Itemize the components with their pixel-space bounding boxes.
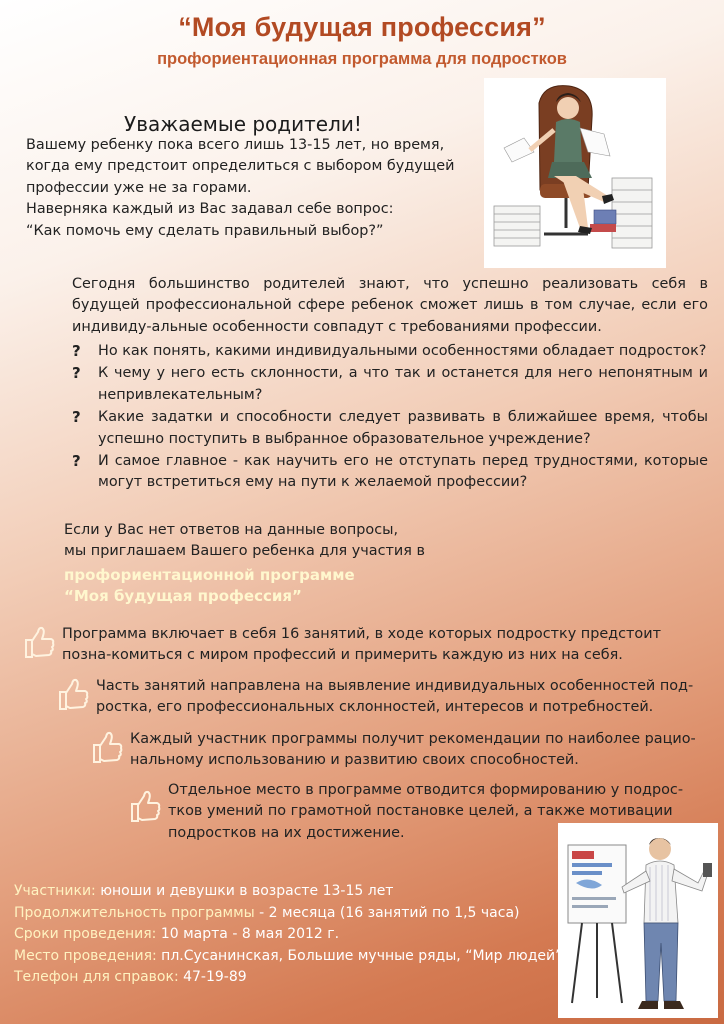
question-mark-icon: ?: [72, 452, 81, 471]
phone-row: [14, 967, 574, 989]
thumbs-up-icon: [56, 676, 90, 712]
question-text: Но как понять, какими индивидуальными особенностями обладает подросток?: [98, 343, 707, 359]
intro-line-1: Вашему ребенку пока всего лишь 13-15 лет, но время, когда ему предстоит определиться с выбором будущей профессии уже не за горами.: [26, 137, 455, 196]
presenter-illustration: [558, 823, 718, 1018]
thumbs-up-icon: [22, 624, 56, 660]
duration-value: - 2 месяца (16 занятий по 1,5 часа): [254, 904, 520, 921]
feature-item: [22, 624, 708, 674]
invitation-line-1: Если у Вас нет ответов на данные вопросы,: [64, 522, 399, 538]
list-item: [72, 407, 708, 450]
page-subtitle: профориентационная программа для подростков: [157, 50, 567, 68]
program-name-line-2: “Моя будущая профессия”: [64, 587, 302, 606]
question-mark-icon: ?: [72, 408, 81, 427]
businesswoman-illustration: [484, 78, 666, 268]
participants-row: [14, 881, 574, 903]
duration-label: Продолжительность программы: [14, 904, 255, 921]
program-details: [14, 881, 574, 989]
place-value: пл.Сусанинская, Большие мучные ряды, “Мир людей”: [156, 947, 563, 964]
participants-value: юноши и девушки в возрасте 13-15 лет: [95, 883, 394, 899]
feature-text: Часть занятий направлена на выявление индивидуальных особенностей под-ростка, его профессиональных склонностей, интересов и потребностей.: [96, 678, 694, 716]
list-item: [72, 363, 708, 406]
page-title: “Моя будущая профессия”: [178, 12, 546, 42]
questions-list: [72, 341, 708, 495]
feature-text: Отдельное место в программе отводится формированию у подрос-тков умений по грамотной постановке целей, а также мотивации подростков на их достижение.: [168, 782, 684, 841]
phone-value: 47-19-89: [178, 969, 247, 985]
duration-row: [14, 903, 574, 925]
feature-text: Каждый участник программы получит рекомендации по наиболее рацио-нальному использованию и развитию своих способностей.: [130, 731, 696, 769]
feature-item: [90, 729, 708, 779]
dates-value: 10 марта - 8 мая 2012 г.: [156, 926, 340, 942]
question-text: Какие задатки и способности следует развивать в ближайшее время, чтобы успешно поступить в выбранное образовательное учреждение?: [98, 409, 708, 447]
invitation-block: [64, 520, 484, 608]
question-mark-icon: ?: [72, 364, 81, 383]
list-item: [72, 451, 708, 494]
phone-label: Телефон для справок:: [14, 969, 179, 985]
question-text: И самое главное - как научить его не отступать перед трудностями, которые могут встретиться ему на пути к желаемой профессии?: [98, 453, 708, 491]
thumbs-up-icon: [90, 729, 124, 765]
invitation-line-2: мы приглашаем Вашего ребенка для участия в: [64, 543, 425, 560]
list-item: [72, 341, 708, 362]
greeting-heading: Уважаемые родители!: [124, 112, 362, 136]
intro-line-3: “Как помочь ему сделать правильный выбор?”: [26, 222, 384, 239]
intro-line-2: Наверняка каждый из Вас задавал себе вопрос:: [26, 201, 394, 218]
question-mark-icon: ?: [72, 342, 81, 360]
dates-row: [14, 924, 574, 946]
program-name-line-1: профориентационной программе: [64, 565, 355, 584]
place-label: Место проведения:: [14, 947, 157, 964]
intro-paragraph: [26, 135, 476, 242]
feature-text: Программа включает в себя 16 занятий, в ходе которых подростку предстоит позна-комиться с миром профессий и примерить каждую из них на себя.: [62, 626, 661, 664]
participants-label: Участники:: [14, 883, 96, 899]
place-row: [14, 946, 574, 968]
dates-label: Сроки проведения:: [14, 926, 157, 942]
today-paragraph: Сегодня большинство родителей знают, что успешно реализовать себя в будущей профессиональной сфере ребенок сможет лишь в том случае, если его индивиду-альные особенности совпадут с требованиями профессии.: [72, 276, 708, 335]
thumbs-up-icon: [128, 788, 162, 824]
question-text: К чему у него есть склонности, а что так и останется для него непонятным и непривлекательным?: [98, 365, 708, 403]
feature-item: [56, 676, 708, 726]
